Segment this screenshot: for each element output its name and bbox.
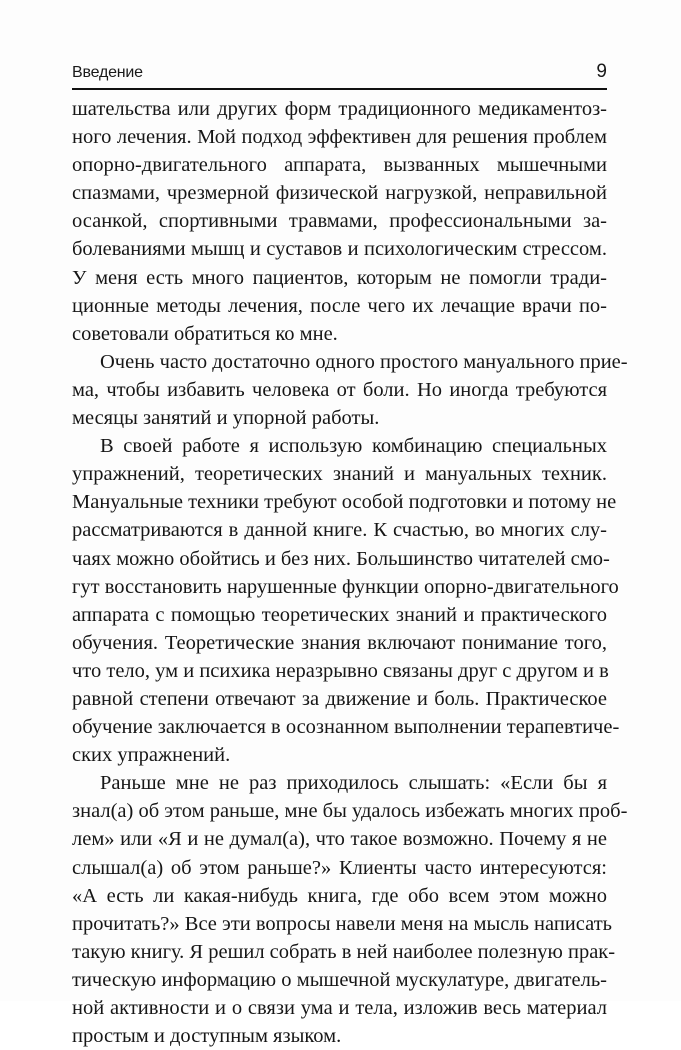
text-line: опорно-двигательного аппарата, вызванных мышечными xyxy=(72,154,607,177)
text-line: Мануальные техники требуют особой подготовки и потому не xyxy=(72,491,617,514)
text-line: шательства или других форм традиционного медикаментоз- xyxy=(72,98,607,120)
text-line: простым и доступным языком. xyxy=(72,1025,342,1048)
text-line: слышал(а) об этом раньше?» Клиенты часто интересуются: xyxy=(72,856,607,879)
text-line: обучения. Теоретические знания включают понимание того, xyxy=(72,631,607,654)
text-line: советовали обратиться ко мне. xyxy=(72,322,338,345)
text-line: аппарата с помощью теоретических знаний и практического xyxy=(72,603,607,626)
text-line: чаях можно обойтись и без них. Большинство читателей смо- xyxy=(72,547,610,570)
text-line: гут восстановить нарушенные функции опорно-двигательного xyxy=(72,575,619,598)
paragraph-3 xyxy=(72,432,620,769)
text-line: лем» или «Я и не думал(а), что такое возможно. Почему я не xyxy=(72,828,607,851)
text-line: обучение заключается в осознанном выполнении терапевтиче- xyxy=(72,716,620,739)
text-line: Очень часто достаточно одного простого мануального прие- xyxy=(100,350,628,373)
text-line: равной степени отвечают за движение и боль. Практическое xyxy=(72,687,607,710)
paragraph-1 xyxy=(72,95,607,348)
text-line: У меня есть много пациентов, которым не помогли тради- xyxy=(72,266,607,289)
text-line: ма, чтобы избавить человека от боли. Но иногда требуются xyxy=(72,378,607,401)
text-line: В своей работе я использую комбинацию специальных xyxy=(100,435,607,458)
paragraph-2 xyxy=(72,348,628,432)
text-line: что тело, ум и психика неразрывно связаны друг с другом и в xyxy=(72,659,609,682)
text-line: упражнений, теоретических знаний и мануальных техник. xyxy=(72,463,607,486)
text-line: болеваниями мышц и суставов и психологическим стрессом. xyxy=(72,238,607,261)
page-number: 9 xyxy=(596,61,607,82)
text-line: «А есть ли какая-нибудь книга, где обо всем этом можно xyxy=(72,884,607,907)
running-header xyxy=(72,60,607,90)
text-line: ционные методы лечения, после чего их лечащие врачи по- xyxy=(72,294,607,317)
text-line: тическую информацию о мышечной мускулатуре, двигатель- xyxy=(72,968,607,991)
text-line: ских упражнений. xyxy=(72,744,231,767)
text-line: месяцы занятий и упорной работы. xyxy=(72,407,380,430)
text-line: ной активности и о связи ума и тела, изложив весь материал xyxy=(72,997,607,1019)
text-line: такую книгу. Я решил собрать в ней наиболее полезную прак- xyxy=(72,940,616,963)
body-text xyxy=(72,95,628,1050)
text-line: осанкой, спортивными травмами, профессиональными за- xyxy=(72,210,607,233)
text-line: спазмами, чрезмерной физической нагрузкой, неправильной xyxy=(72,182,607,205)
text-line: ного лечения. Мой подход эффективен для решения проблем xyxy=(72,126,607,149)
text-line: знал(а) об этом раньше, мне бы удалось избежать многих проб- xyxy=(72,800,628,823)
text-line: рассматриваются в данной книге. К счастью, во многих слу- xyxy=(72,519,607,542)
text-line: Раньше мне не раз приходилось слышать: «Если бы я xyxy=(100,772,607,795)
text-line: прочитать?» Все эти вопросы навели меня на мысль написать xyxy=(72,912,613,935)
section-title: Введение xyxy=(72,64,143,81)
paragraph-4 xyxy=(72,769,628,1050)
